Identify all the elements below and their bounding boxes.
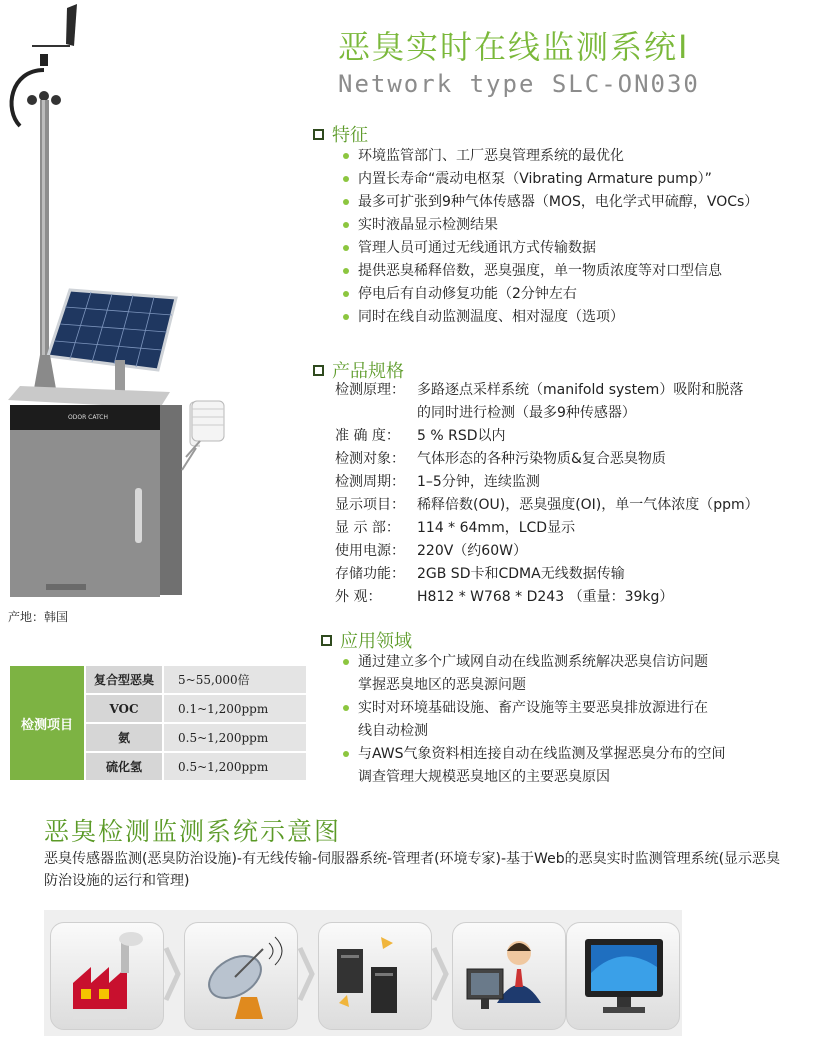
bullet-icon [343, 245, 349, 251]
factory-icon [51, 923, 163, 1029]
specs-heading-text: 产品规格 [332, 361, 404, 382]
diagram-description: 恶臭传感器监测(恶臭防治设施)-有无线传输-伺服器系统-管理者(环境专家)-基于Web的恶臭实时监测管理系统(显示恶臭防治设施的运行和管理) [44, 851, 781, 889]
detection-items-table [8, 664, 308, 782]
diagram-title: 恶臭检测监测系统示意图 [44, 817, 342, 846]
server-icon [319, 923, 431, 1029]
spec-row: 显 示 部： 114 * 64mm，LCD显示 [335, 520, 576, 536]
flow-step-factory [50, 922, 164, 1030]
list-item: 最多可扩张到9种气体传感器（MOS，电化学式甲硫醇，VOCs） [343, 191, 758, 214]
bullet-icon [343, 705, 349, 711]
flow-step-web-monitor [566, 922, 680, 1030]
section-box-icon [313, 129, 324, 140]
spec-row: 准 确 度： 5 % RSD以内 [335, 428, 506, 444]
bullet-icon [343, 291, 349, 297]
sensor-housing-icon [180, 395, 230, 465]
bullet-icon [343, 268, 349, 274]
manager-icon [453, 923, 565, 1029]
section-box-icon [313, 365, 324, 376]
bullet-icon [343, 751, 349, 757]
flow-step-server [318, 922, 432, 1030]
table-cell: 0.5~1,200ppm [163, 723, 307, 752]
bullet-icon [343, 176, 349, 182]
list-item: 与AWS气象资料相连接自动在线监测及掌握恶臭分布的空间 调查管理大规模恶臭地区的主要恶臭原因 [343, 743, 726, 789]
spec-row: 显示项目： 稀释倍数(OU)，恶臭强度(OI)，单一气体浓度（ppm） [335, 497, 759, 513]
features-heading-text: 特征 [332, 125, 368, 146]
list-item: 实时对环境基础设施、畜产设施等主要恶臭排放源进行在 线自动检测 [343, 697, 726, 743]
origin-label: 产地：韩国 [8, 610, 69, 624]
bullet-icon [343, 222, 349, 228]
bullet-icon [343, 153, 349, 159]
applications-list [343, 651, 726, 789]
table-cell: 0.1~1,200ppm [163, 694, 307, 723]
flow-step-manager [452, 922, 566, 1030]
spec-row: 检测原理： 多路逐点采样系统（manifold system）吸附和脱落 [335, 382, 744, 398]
list-item: 管理人员可通过无线通讯方式传输数据 [343, 237, 758, 260]
list-item: 实时液晶显示检测结果 [343, 214, 758, 237]
model-subtitle: Network type SLC-ON030 [338, 70, 700, 98]
list-item: 停电后有自动修复功能（2分钟左右 [343, 283, 758, 306]
list-item: 同时在线自动监测温度、相对湿度（选项） [343, 306, 758, 329]
applications-heading-text: 应用领域 [340, 631, 412, 652]
monitor-icon [567, 923, 679, 1029]
table-cell: 硫化氢 [85, 752, 163, 781]
chevron-right-icon [296, 944, 316, 1004]
list-item: 提供恶臭稀释倍数，恶臭强度，单一物质浓度等对口型信息 [343, 260, 758, 283]
spec-row: 外 观： H812 * W768 * D243 （重量：39kg） [335, 589, 674, 605]
table-cell: VOC [85, 694, 163, 723]
spec-row: 检测对象： 气体形态的各种污染物质&复合恶臭物质 [335, 451, 666, 467]
table-cell: 5~55,000倍 [163, 665, 307, 694]
chevron-right-icon [430, 944, 450, 1004]
bullet-icon [343, 314, 349, 320]
bullet-icon [343, 659, 349, 665]
anemometer [39, 91, 49, 101]
spec-row: 使用电源： 220V（约60W） [335, 543, 527, 559]
list-item: 环境监管部门、工厂恶臭管理系统的最优化 [343, 145, 758, 168]
specs-list [335, 379, 759, 609]
features-heading [313, 121, 368, 147]
list-item: 内置长寿命“震动电枢泵（Vibrating Armature pump）” [343, 168, 758, 191]
table-cell: 0.5~1,200ppm [163, 752, 307, 781]
system-flow-diagram [44, 910, 682, 1036]
solar-panel [48, 290, 176, 370]
odor-monitor-device-illustration [0, 0, 200, 605]
page-title: 恶臭实时在线监测系统Ⅰ [338, 28, 690, 66]
spec-row: 检测周期： 1–5分钟，连续监测 [335, 474, 540, 490]
flow-step-transmission [184, 922, 298, 1030]
device-brand-label: ODOR CATCH [68, 414, 108, 421]
table-cell: 氨 [85, 723, 163, 752]
satellite-dish-icon [185, 923, 297, 1029]
spec-row-continued: 的同时进行检测（最多9种传感器） [417, 405, 636, 421]
table-row [9, 665, 307, 694]
table-cell: 复合型恶臭 [85, 665, 163, 694]
table-header-cell: 检测项目 [9, 665, 85, 781]
list-item: 通过建立多个广域网自动在线监测系统解决恶臭信访问题 掌握恶臭地区的恶臭源问题 [343, 651, 726, 697]
wind-vane [66, 4, 77, 46]
features-list [343, 145, 758, 329]
chevron-right-icon [162, 944, 182, 1004]
spec-row: 存储功能： 2GB SD卡和CDMA无线数据传输 [335, 566, 625, 582]
applications-heading [321, 627, 412, 653]
bullet-icon [343, 199, 349, 205]
section-box-icon [321, 635, 332, 646]
